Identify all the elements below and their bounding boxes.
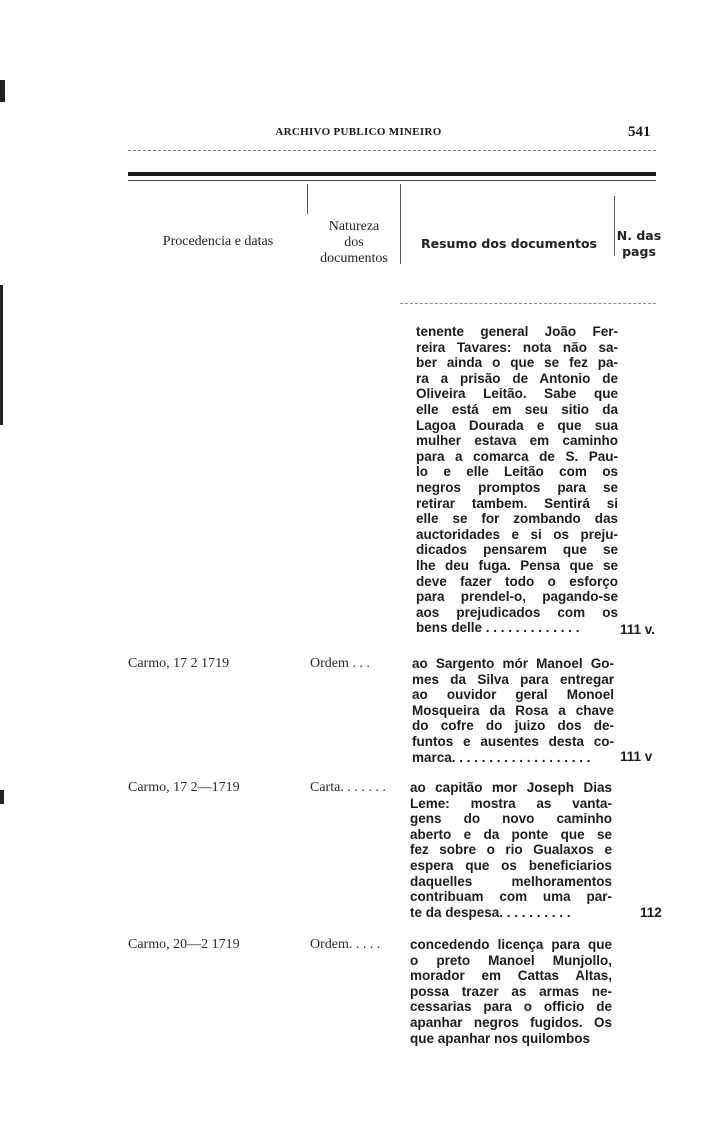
header-bottom-rule xyxy=(400,303,656,304)
resumo-line: retirar tambem. Sentirá si xyxy=(416,495,618,511)
column-header-resumo: Resumo dos documentos xyxy=(421,236,597,251)
scan-margin-mark xyxy=(0,790,4,804)
entry-resumo xyxy=(412,656,614,765)
resumo-line: ao Sargento mór Manoel Go- xyxy=(412,656,614,671)
entry-procedencia: Carmo, 17 2 1719 xyxy=(128,656,230,671)
column-header-natureza-line: dos xyxy=(344,235,364,250)
resumo-line: te da despesa. . . . . . . . . . xyxy=(410,904,571,920)
resumo-line: bens delle . . . . . . . . . . . . . xyxy=(416,620,580,636)
resumo-line: reira Tavares: nota não sa- xyxy=(416,339,618,355)
resumo-line: cessarias para o officio de xyxy=(410,999,612,1015)
resumo-line: espera que os beneficiarios xyxy=(410,857,612,873)
scan-margin-mark xyxy=(0,80,5,102)
column-header-natureza xyxy=(306,219,402,267)
resumo-line: aos prejudicados com os xyxy=(416,604,618,620)
resumo-line: mulher estava em caminho xyxy=(416,433,618,449)
resumo-line: que apanhar nos quilombos xyxy=(410,1030,591,1046)
resumo-line: lo e elle Leitão com os xyxy=(416,464,618,480)
resumo-line: mes da Silva para entregar xyxy=(412,671,614,687)
resumo-line: morador em Cattas Altas, xyxy=(410,968,612,984)
resumo-line: possa trazer as armas ne- xyxy=(410,983,612,999)
entry-procedencia: Carmo, 20—2 1719 xyxy=(128,937,240,952)
table-top-thin-rule xyxy=(128,180,656,181)
entry-procedencia: Carmo, 17 2—1719 xyxy=(128,780,240,795)
resumo-line: elle se for zombando das xyxy=(416,511,618,527)
resumo-line: tenente general João Fer- xyxy=(416,324,618,339)
resumo-line: daquelles melhoramentos xyxy=(410,873,612,889)
entry-natureza: Ordem. . . . . xyxy=(310,937,381,952)
resumo-line: deve fazer todo o esforço xyxy=(416,573,618,589)
resumo-line: auctoridades e si os preju- xyxy=(416,526,618,542)
column-header-procedencia: Procedencia e datas xyxy=(162,234,274,249)
resumo-line: dicados pensarem que se xyxy=(416,542,618,558)
resumo-line: ber ainda o que se fez pa- xyxy=(416,355,618,371)
resumo-line: concedendo licença para que xyxy=(410,937,612,952)
resumo-line: o preto Manoel Munjollo, xyxy=(410,952,612,968)
resumo-line: contribuam com uma par- xyxy=(410,889,612,905)
resumo-line: aberto e da ponte que se xyxy=(410,826,612,842)
header-dashed-rule xyxy=(128,150,656,151)
column-header-pags xyxy=(614,228,664,260)
resumo-line: apanhar negros fugidos. Os xyxy=(410,1014,612,1030)
resumo-line: marca. . . . . . . . . . . . . . . . . . . xyxy=(412,749,591,765)
column-header-pags-line: N. das xyxy=(616,228,662,243)
resumo-line: Leme: mostra as vanta- xyxy=(410,795,612,811)
entry-natureza: Carta. . . . . . . xyxy=(310,780,386,795)
scan-margin-mark xyxy=(0,285,3,425)
resumo-line: para a comarca de S. Pau- xyxy=(416,448,618,464)
column-separator xyxy=(307,184,308,214)
running-title: ARCHIVO PUBLICO MINEIRO xyxy=(275,126,442,138)
resumo-line: do cofre do juizo dos de- xyxy=(412,718,614,734)
resumo-line: Oliveira Leitão. Sabe que xyxy=(416,386,618,402)
resumo-line: Mosqueira da Rosa a chave xyxy=(412,702,614,718)
column-header-natureza-line: documentos xyxy=(320,251,388,266)
resumo-line: lhe deu fuga. Pensa que se xyxy=(416,557,618,573)
resumo-line: ao ouvidor geral Monoel xyxy=(412,687,614,703)
resumo-line: ao capitão mor Joseph Dias xyxy=(410,780,612,795)
entry-resumo xyxy=(410,780,612,920)
page-number: 541 xyxy=(628,124,651,140)
resumo-line: elle está em seu sitio da xyxy=(416,401,618,417)
resumo-line: negros promptos para se xyxy=(416,479,618,495)
resumo-line: para prendel-o, pagando-se xyxy=(416,589,618,605)
entry-pages: 111 v xyxy=(620,749,653,764)
column-header-natureza-line: Natureza xyxy=(328,219,380,234)
resumo-line: gens do novo caminho xyxy=(410,811,612,827)
resumo-line: Lagoa Dourada e que sua xyxy=(416,417,618,433)
column-header-pags-line: pags xyxy=(622,244,656,259)
resumo-line: funtos e ausentes desta co- xyxy=(412,733,614,749)
entry-resumo xyxy=(410,937,612,1046)
entry-pages: 112 xyxy=(640,905,662,920)
resumo-line: fez sobre o rio Gualaxos e xyxy=(410,842,612,858)
table-top-heavy-rule xyxy=(128,172,656,176)
entry-pages: 111 v. xyxy=(620,622,656,637)
resumo-line: ra a prisão de Antonio de xyxy=(416,370,618,386)
entry-resumo xyxy=(416,324,618,636)
entry-natureza: Ordem . . . xyxy=(310,656,370,671)
